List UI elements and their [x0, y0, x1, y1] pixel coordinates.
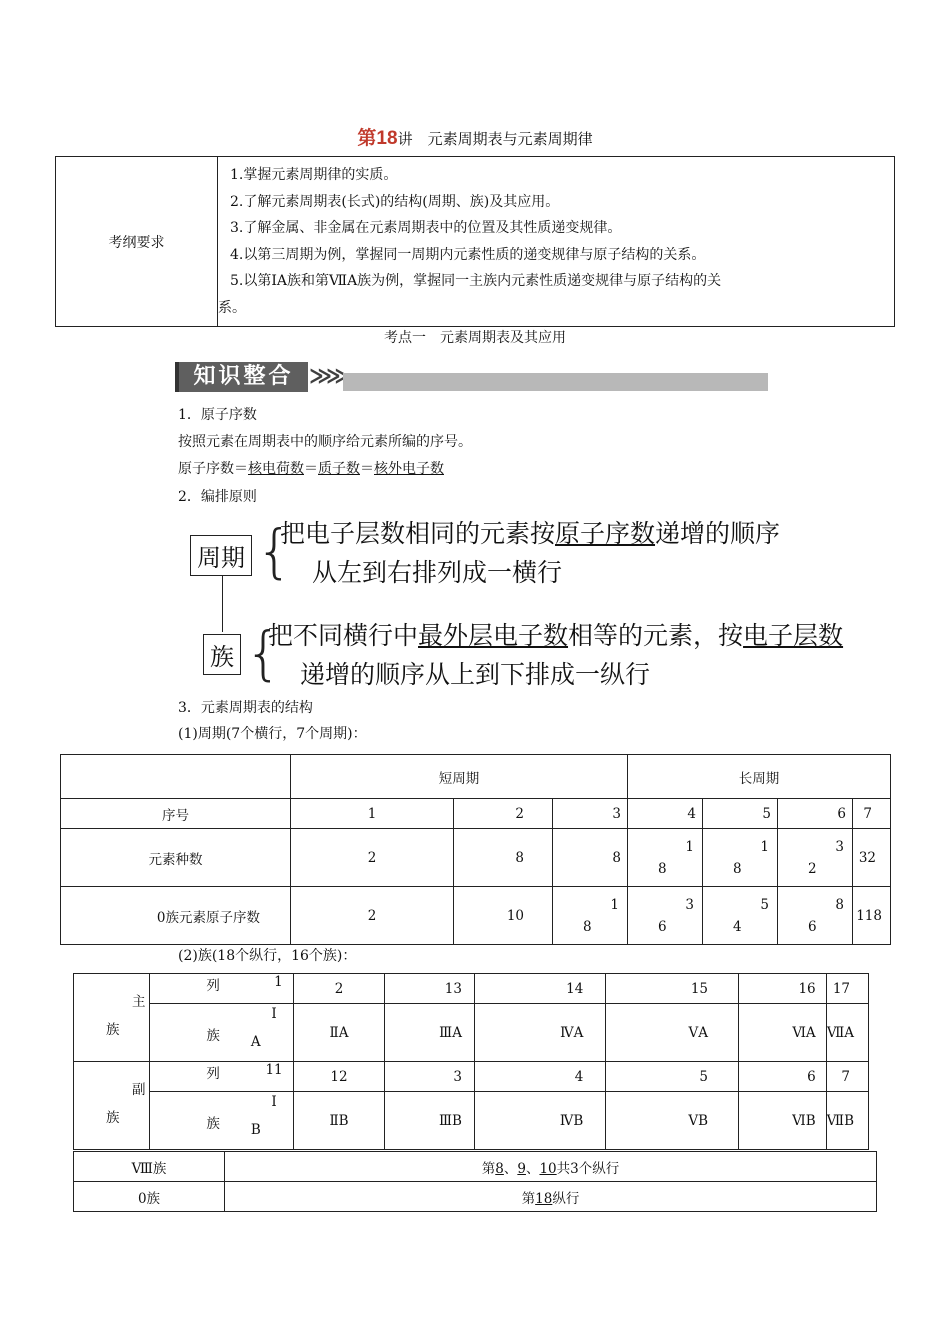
col-cell: 17	[826, 974, 868, 1004]
desc-part: 、	[525, 1160, 540, 1177]
grp-cell: ⅢA	[385, 1004, 475, 1062]
col-cell: 15	[606, 974, 739, 1004]
noble-cell	[628, 887, 703, 945]
noble-cell	[778, 887, 853, 945]
s3-heading: 3．元素周期表的结构	[178, 700, 313, 716]
grp-cell	[214, 1004, 293, 1062]
group-rule-line2: 递增的顺序从上到下排成一纵行	[300, 660, 651, 689]
col-cell: 12	[293, 1062, 385, 1092]
group-extra-table	[73, 1151, 877, 1212]
empty-cell	[61, 755, 291, 799]
lecture-number: 第18	[357, 128, 398, 149]
requirement-item: 5.以第ⅠA族和第ⅦA族为例，掌握同一主族内元素性质递变规律与原子结构的关	[230, 273, 722, 289]
desc-num: 18	[535, 1190, 553, 1207]
page-title	[0, 123, 950, 150]
grp-cell: ⅢB	[385, 1092, 475, 1150]
seq-cell: 1	[291, 799, 454, 829]
digit: 1	[610, 896, 619, 913]
col-label-cell	[150, 974, 220, 1004]
desc-part: 第	[481, 1160, 496, 1177]
left-brace-icon: {	[256, 517, 293, 585]
count-cell: 2	[291, 829, 454, 887]
rule-text: 把不同横行中	[268, 621, 419, 650]
seq-cell: 5	[703, 799, 778, 829]
period-rule-line2: 从左到右排列成一横行	[312, 558, 563, 587]
lecture-title: 讲 元素周期表与元素周期律	[397, 130, 593, 148]
count-cell: 8	[553, 829, 628, 887]
grp-part: A	[250, 1034, 261, 1050]
requirement-item: 3.了解金属、非金属在元素周期表中的位置及其性质递变规律。	[230, 220, 622, 236]
col-cell: 16	[739, 974, 827, 1004]
grp-cell: ⅡA	[293, 1004, 385, 1062]
digit: 6	[808, 918, 817, 935]
main-group-label	[74, 974, 150, 1062]
period-table	[60, 754, 891, 945]
eq-term: 核电荷数	[248, 461, 304, 477]
col-cell: 4	[474, 1062, 605, 1092]
seq-cell: 2	[454, 799, 553, 829]
requirements-table	[55, 156, 895, 327]
period-box: 周期	[190, 535, 252, 576]
col-cell: 11	[214, 1062, 293, 1092]
period-rule-line1	[280, 515, 780, 553]
noble-cell	[553, 887, 628, 945]
grp-part: Ⅰ	[271, 1094, 277, 1110]
row-label: 元素种数	[61, 829, 291, 887]
digit: 8	[733, 860, 742, 877]
eq-part: ＝	[360, 461, 374, 477]
noble-cell: 2	[291, 887, 454, 945]
grp-cell: ⅡB	[293, 1092, 385, 1150]
grp-label-cell	[150, 1004, 220, 1062]
digit: 5	[760, 896, 769, 913]
digit: 1	[760, 838, 769, 855]
requirements-list	[218, 157, 895, 327]
group-zero-label: 0族	[74, 1182, 225, 1212]
col-cell: 1	[214, 974, 293, 1004]
seq-cell: 6	[778, 799, 853, 829]
grp-part: B	[250, 1122, 261, 1138]
row-label: 0族元素原子序数	[61, 887, 291, 945]
seq-cell: 3	[553, 799, 628, 829]
col-label: 列	[206, 978, 220, 994]
grp-cell: ⅤA	[606, 1004, 739, 1062]
digit: 8	[658, 860, 667, 877]
desc-num: 10	[539, 1160, 557, 1177]
grp-label: 族	[206, 1116, 220, 1132]
noble-cell: 118	[853, 887, 891, 945]
digit: 4	[733, 918, 742, 935]
knowledge-banner	[175, 362, 768, 392]
group-zero-desc	[225, 1182, 877, 1212]
section-title: 考点一 元素周期表及其应用	[384, 330, 566, 346]
row-label: 序号	[61, 799, 291, 829]
col-label: 列	[206, 1066, 220, 1082]
group-viii-desc	[225, 1152, 877, 1182]
digit: 6	[658, 918, 667, 935]
digit: 2	[808, 860, 817, 877]
noble-cell	[703, 887, 778, 945]
s1-equation	[178, 458, 444, 478]
rule-key: 原子序数	[555, 519, 656, 548]
col-cell: 5	[606, 1062, 739, 1092]
grp-cell: ⅣA	[474, 1004, 605, 1062]
label-char: 主	[132, 994, 146, 1010]
eq-part: 原子序数＝	[178, 461, 248, 477]
label-char: 族	[106, 1022, 120, 1038]
count-cell	[778, 829, 853, 887]
count-cell: 32	[853, 829, 891, 887]
grp-cell: ⅥA	[739, 1004, 827, 1062]
eq-term: 核外电子数	[374, 461, 444, 477]
digit: 3	[685, 896, 694, 913]
count-cell: 8	[454, 829, 553, 887]
group-viii-label: Ⅷ族	[74, 1152, 225, 1182]
grp-cell: ⅤB	[606, 1092, 739, 1150]
label-char: 族	[106, 1110, 120, 1126]
desc-part: 第	[521, 1190, 536, 1207]
s2-heading: 2．编排原则	[178, 489, 257, 505]
banner-label: 知识整合	[175, 362, 308, 392]
requirement-item: 2.了解元素周期表(长式)的结构(周期、族)及其应用。	[230, 193, 560, 210]
digit: 8	[583, 918, 592, 935]
grp-label: 族	[206, 1028, 220, 1044]
rule-key: 最外层电子数	[418, 621, 569, 650]
connector-line	[222, 575, 223, 632]
noble-cell: 10	[454, 887, 553, 945]
requirements-label: 考纲要求	[56, 157, 218, 327]
rule-text: 相等的元素，按	[568, 621, 744, 650]
desc-part: 纵行	[552, 1190, 580, 1207]
grp-cell: ⅣB	[474, 1092, 605, 1150]
col-cell: 6	[739, 1062, 827, 1092]
banner-bar	[343, 373, 768, 391]
group-box: 族	[203, 634, 241, 675]
group-table	[73, 973, 869, 1150]
eq-part: ＝	[304, 461, 318, 477]
grp-cell	[214, 1092, 293, 1150]
grp-cell: ⅥB	[739, 1092, 827, 1150]
digit: 3	[835, 838, 844, 855]
digit: 1	[685, 838, 694, 855]
rule-key: 电子层数	[743, 621, 844, 650]
desc-num: 9	[517, 1160, 526, 1177]
left-brace-icon: {	[245, 619, 282, 687]
col-cell: 13	[385, 974, 475, 1004]
desc-num: 8	[495, 1160, 504, 1177]
grp-part: Ⅰ	[271, 1006, 277, 1022]
col-cell: 7	[826, 1062, 868, 1092]
desc-part: 、	[503, 1160, 518, 1177]
count-cell	[703, 829, 778, 887]
rule-text: 把电子层数相同的元素按	[280, 519, 556, 548]
sub-group-label	[74, 1062, 150, 1150]
group-rule-line1	[268, 617, 843, 655]
count-cell	[628, 829, 703, 887]
grp-cell: ⅦB	[826, 1092, 868, 1150]
requirement-item: 4.以第三周期为例，掌握同一周期内元素性质的递变规律与原子结构的关系。	[230, 246, 706, 263]
s3-sub1: (1)周期(7个横行，7个周期)：	[178, 726, 367, 742]
eq-term: 质子数	[318, 461, 360, 477]
col-cell: 2	[293, 974, 385, 1004]
requirement-item: 系。	[218, 299, 246, 316]
digit: 8	[835, 896, 844, 913]
col-cell: 14	[474, 974, 605, 1004]
double-chevron-icon: ≫≫	[309, 364, 344, 389]
short-period-header: 短周期	[291, 755, 628, 799]
s3-sub2: (2)族(18个纵行，16个族)：	[178, 948, 357, 964]
s1-text: 按照元素在周期表中的顺序给元素所编的序号。	[178, 434, 472, 450]
label-char: 副	[132, 1082, 146, 1098]
seq-cell: 4	[628, 799, 703, 829]
col-cell: 3	[385, 1062, 475, 1092]
seq-cell: 7	[853, 799, 891, 829]
col-label-cell	[150, 1062, 220, 1092]
grp-cell: ⅦA	[826, 1004, 868, 1062]
s1-heading: 1．原子序数	[178, 407, 257, 423]
requirement-item: 1.掌握元素周期律的实质。	[230, 167, 398, 183]
long-period-header: 长周期	[628, 755, 891, 799]
desc-part: 共3个纵行	[556, 1160, 620, 1177]
grp-label-cell	[150, 1092, 220, 1150]
rule-text: 递增的顺序	[655, 519, 781, 548]
